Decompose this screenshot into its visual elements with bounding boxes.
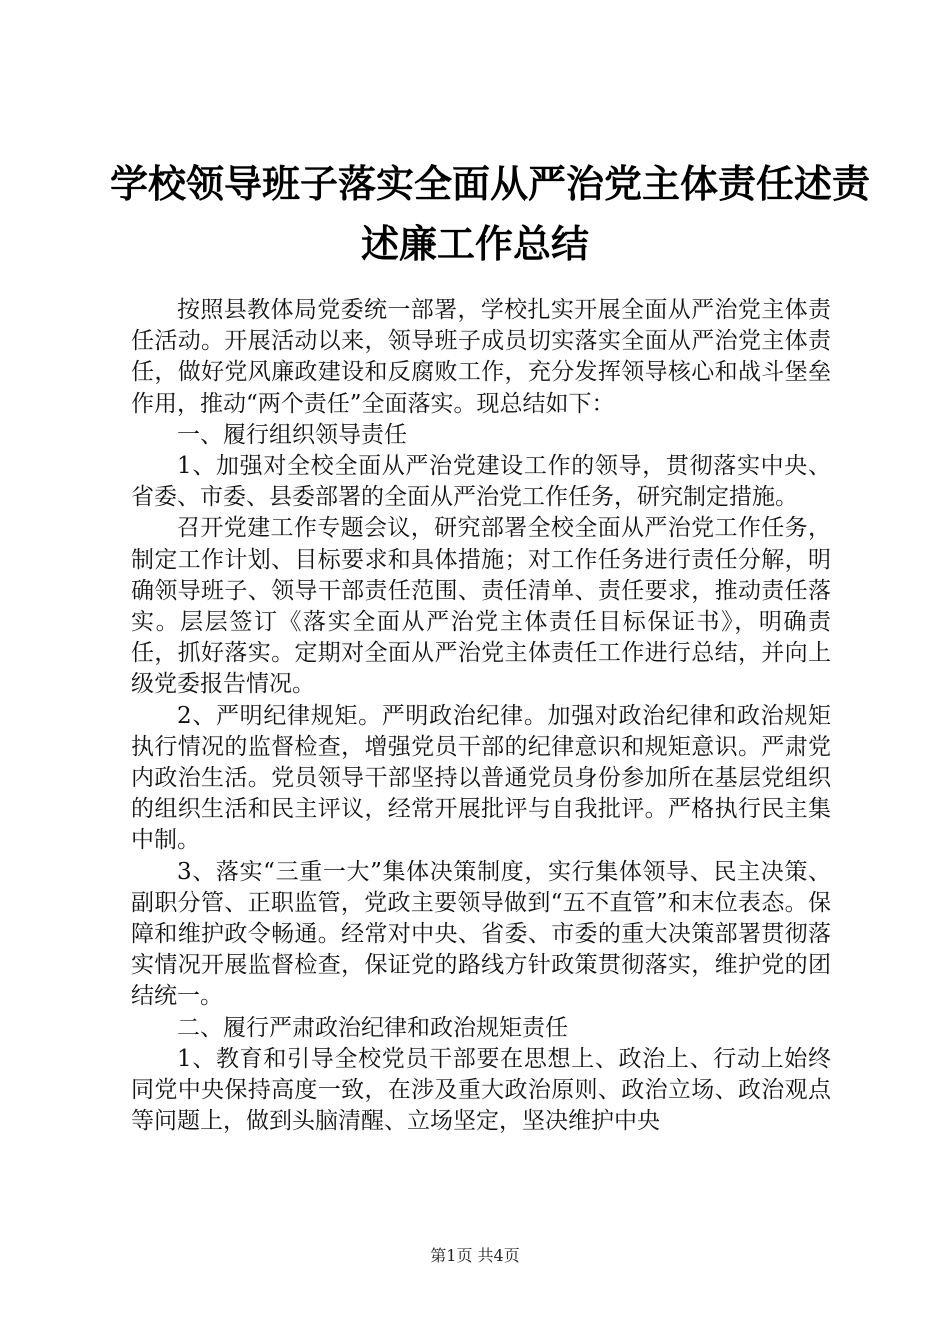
page-number-footer: 第1页 共4页 bbox=[430, 1246, 520, 1265]
paragraph-item-2-1: 1、教育和引导全校党员干部要在思想上、政治上、行动上始终同党中央保持高度一致，在涉及重大政治原则、政治立场、政治观点等问题上，做到头脑清醒、立场坚定，坚决维护中央 bbox=[131, 1045, 831, 1135]
document-title-line-1: 学校领导班子落实全面从严治党主体责任述责 bbox=[110, 162, 871, 206]
section-heading-2: 二、履行严肃政治纪律和政治规矩责任 bbox=[177, 1014, 568, 1041]
paragraph-item-1-2: 2、严明纪律规矩。严明政治纪律。加强对政治纪律和政治规矩执行情况的监督检查，增强党员干部的纪律意识和规矩意识。严肃党内政治生活。党员领导干部坚持以普通党员身份参加所在基层党组织的组织生活和民主评议，经常开展批评与自我批评。严格执行民主集中制。 bbox=[131, 702, 831, 854]
paragraph-meeting: 召开党建工作专题会议，研究部署全校全面从严治党工作任务，制定工作计划、目标要求和具体措施；对工作任务进行责任分解，明确领导班子、领导干部责任范围、责任清单、责任要求，推动责任落实。层层签订《落实全面从严治党主体责任目标保证书》，明确责任，抓好落实。定期对全面从严治党主体责任工作进行总结，并向上级党委报告情况。 bbox=[131, 515, 831, 698]
document-title-line-2: 述廉工作总结 bbox=[360, 222, 589, 266]
section-heading-1: 一、履行组织领导责任 bbox=[177, 421, 407, 448]
paragraph-item-1-3: 3、落实“三重一大”集体决策制度，实行集体领导、民主决策、副职分管、正职监管，党政主要领导做到“五不直管”和末位表态。保障和维护政令畅通。经常对中央、省委、市委的重大决策部署贯彻落实情况开展监督检查，保证党的路线方针政策贯彻落实，维护党的团结统一。 bbox=[131, 858, 831, 1010]
paragraph-item-1-1: 1、加强对全校全面从严治党建设工作的领导，贯彻落实中央、省委、市委、县委部署的全面从严治党工作任务，研究制定措施。 bbox=[131, 453, 831, 511]
document-body bbox=[131, 295, 831, 1137]
paragraph-intro: 按照县教体局党委统一部署，学校扎实开展全面从严治党主体责任活动。开展活动以来，领导班子成员切实落实全面从严治党主体责任，做好党风廉政建设和反腐败工作，充分发挥领导核心和战斗堡垒作用，推动“两个责任”全面落实。现总结如下： bbox=[131, 297, 831, 417]
